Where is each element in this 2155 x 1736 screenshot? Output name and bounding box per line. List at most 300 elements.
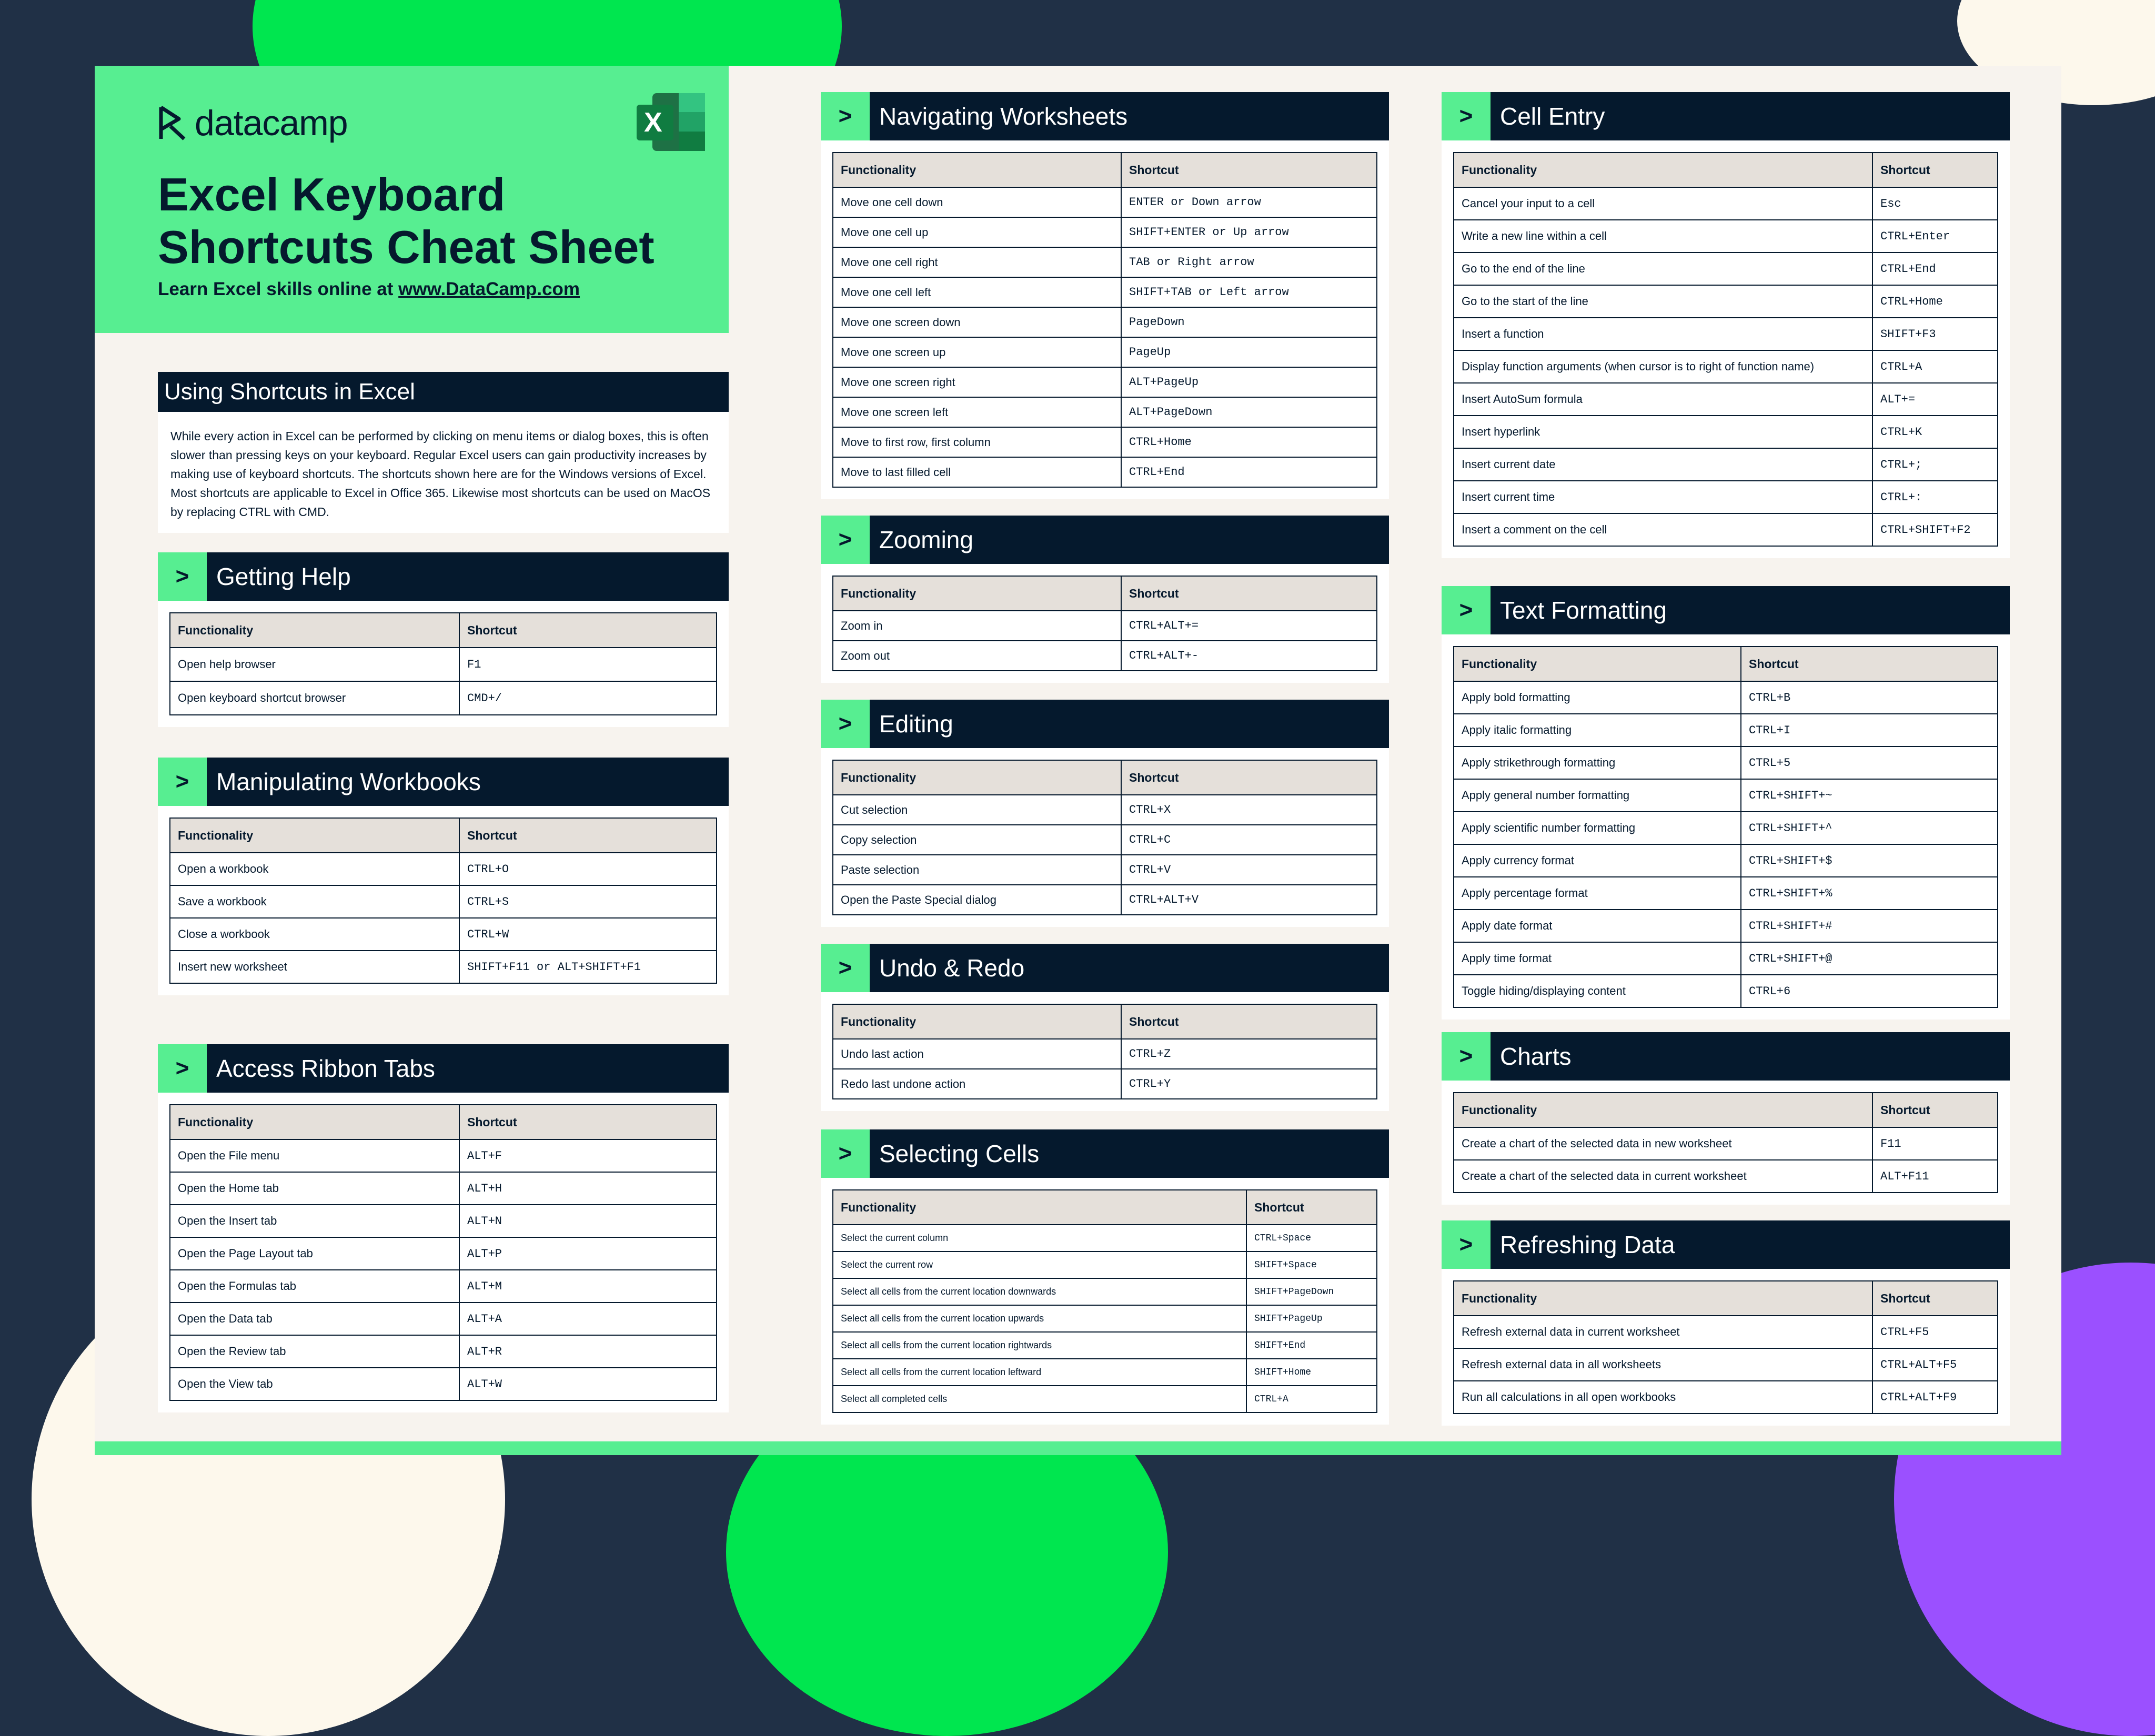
datacamp-link[interactable]: www.DataCamp.com [398, 279, 580, 299]
functionality-cell: Open the Formulas tab [170, 1270, 459, 1303]
functionality-cell: Write a new line within a cell [1454, 220, 1872, 253]
table-row [1454, 714, 1998, 746]
functionality-cell: Go to the end of the line [1454, 253, 1872, 285]
column-header-shortcut: Shortcut [1872, 153, 1998, 187]
section-body [158, 1093, 729, 1412]
table-header-row [833, 153, 1377, 187]
table-row [170, 1303, 717, 1335]
functionality-cell: Create a chart of the selected data in new worksheet [1454, 1127, 1872, 1160]
functionality-cell: Select the current column [833, 1225, 1246, 1251]
shortcut-table [832, 1004, 1377, 1099]
table-row [1454, 253, 1998, 285]
shortcut-cell: F1 [459, 648, 717, 681]
table-row [833, 1225, 1377, 1251]
functionality-cell: Insert new worksheet [170, 951, 459, 983]
functionality-cell: Refresh external data in all worksheets [1454, 1348, 1872, 1381]
shortcut-cell: CTRL+ALT+F5 [1872, 1348, 1998, 1381]
functionality-cell: Move to first row, first column [833, 427, 1121, 457]
functionality-cell: Select all cells from the current location rightwards [833, 1332, 1246, 1359]
functionality-cell: Open the Paste Special dialog [833, 885, 1121, 915]
column-header-shortcut: Shortcut [1121, 576, 1377, 611]
table-row [833, 397, 1377, 427]
functionality-cell: Apply currency format [1454, 844, 1741, 877]
functionality-cell: Move one cell up [833, 217, 1121, 247]
chevron-right-icon: > [821, 516, 870, 564]
brand-header [95, 66, 729, 333]
section-header [158, 552, 729, 601]
table-row [170, 1172, 717, 1205]
column-header-functionality: Functionality [833, 576, 1121, 611]
section-header [821, 92, 1389, 140]
column-header-shortcut: Shortcut [1872, 1281, 1998, 1316]
table-row [833, 1039, 1377, 1069]
shortcut-cell: CMD+/ [459, 681, 717, 715]
table-header-row [1454, 1281, 1998, 1316]
functionality-cell: Refresh external data in current worksheet [1454, 1316, 1872, 1348]
functionality-cell: Cut selection [833, 795, 1121, 825]
functionality-cell: Zoom in [833, 611, 1121, 641]
table-row [833, 1251, 1377, 1278]
column-header-shortcut: Shortcut [1872, 1093, 1998, 1127]
functionality-cell: Open the View tab [170, 1368, 459, 1400]
shortcut-cell: CTRL+Home [1872, 285, 1998, 318]
section-header [1442, 1032, 2010, 1081]
shortcut-cell: ALT+PageUp [1121, 367, 1377, 397]
functionality-cell: Insert current date [1454, 448, 1872, 481]
shortcut-cell: CTRL+SHIFT+# [1741, 910, 1998, 942]
title-line-2: Shortcuts Cheat Sheet [158, 221, 654, 273]
shortcut-cell: CTRL+SHIFT+^ [1741, 812, 1998, 844]
column-header-functionality: Functionality [170, 818, 459, 853]
table-row [1454, 1127, 1998, 1160]
section-refreshing-data [1442, 1220, 2010, 1426]
section-charts [1442, 1032, 2010, 1205]
functionality-cell: Open the Home tab [170, 1172, 459, 1205]
functionality-cell: Move one screen down [833, 307, 1121, 337]
shortcut-cell: SHIFT+PageDown [1246, 1278, 1377, 1305]
shortcut-table [832, 760, 1377, 915]
table-row [1454, 844, 1998, 877]
intro-section [158, 372, 729, 533]
column-header-functionality: Functionality [833, 760, 1121, 795]
section-header [158, 758, 729, 806]
shortcut-cell: CTRL+ALT+F9 [1872, 1381, 1998, 1414]
functionality-cell: Open a workbook [170, 853, 459, 885]
excel-icon-letter: X [644, 107, 662, 138]
table-row [170, 1368, 717, 1400]
shortcut-table [832, 1189, 1377, 1413]
column-header-functionality: Functionality [1454, 1281, 1872, 1316]
functionality-cell: Move one cell left [833, 277, 1121, 307]
shortcut-cell: CTRL+A [1872, 350, 1998, 383]
shortcut-cell: CTRL+A [1246, 1386, 1377, 1412]
section-zooming [821, 516, 1389, 683]
shortcut-cell: CTRL+O [459, 853, 717, 885]
section-navigating-worksheets [821, 92, 1389, 499]
shortcut-cell: ALT+N [459, 1205, 717, 1237]
table-row [1454, 1381, 1998, 1414]
section-selecting-cells [821, 1129, 1389, 1425]
shortcut-cell: CTRL+Z [1121, 1039, 1377, 1069]
table-row [1454, 481, 1998, 513]
functionality-cell: Move one screen up [833, 337, 1121, 367]
column-header-shortcut: Shortcut [1741, 647, 1998, 681]
shortcut-cell: CTRL+S [459, 885, 717, 918]
column-header-functionality: Functionality [1454, 1093, 1872, 1127]
table-row [1454, 1348, 1998, 1381]
functionality-cell: Select all cells from the current location upwards [833, 1305, 1246, 1332]
functionality-cell: Close a workbook [170, 918, 459, 951]
shortcut-cell: CTRL+6 [1741, 975, 1998, 1007]
section-title: Access Ribbon Tabs [207, 1044, 729, 1093]
table-row [833, 217, 1377, 247]
column-header-functionality: Functionality [833, 1004, 1121, 1039]
shortcut-cell: PageUp [1121, 337, 1377, 367]
shortcut-cell: TAB or Right arrow [1121, 247, 1377, 277]
intro-title: Using Shortcuts in Excel [158, 372, 729, 412]
shortcut-cell: CTRL+SHIFT+% [1741, 877, 1998, 910]
shortcut-cell: CTRL+5 [1741, 746, 1998, 779]
shortcut-cell: CTRL+B [1741, 681, 1998, 714]
functionality-cell: Insert AutoSum formula [1454, 383, 1872, 416]
functionality-cell: Apply italic formatting [1454, 714, 1741, 746]
functionality-cell: Copy selection [833, 825, 1121, 855]
table-row [833, 1278, 1377, 1305]
shortcut-cell: CTRL+K [1872, 416, 1998, 448]
shortcut-cell: CTRL+C [1121, 825, 1377, 855]
column-header-functionality: Functionality [1454, 153, 1872, 187]
functionality-cell: Move one screen right [833, 367, 1121, 397]
table-header-row [833, 1190, 1377, 1225]
section-body [821, 748, 1389, 927]
table-row [170, 918, 717, 951]
shortcut-cell: CTRL+Home [1121, 427, 1377, 457]
shortcut-cell: ALT+F [459, 1139, 717, 1172]
shortcut-table [1453, 1092, 1998, 1193]
functionality-cell: Open the Page Layout tab [170, 1237, 459, 1270]
section-title: Charts [1491, 1032, 2010, 1081]
functionality-cell: Insert a function [1454, 318, 1872, 350]
shortcut-cell: PageDown [1121, 307, 1377, 337]
column-header-functionality: Functionality [170, 1105, 459, 1139]
chevron-right-icon: > [1442, 92, 1491, 140]
table-row [833, 1069, 1377, 1099]
table-row [833, 247, 1377, 277]
section-header [821, 1129, 1389, 1178]
functionality-cell: Go to the start of the line [1454, 285, 1872, 318]
chevron-right-icon: > [821, 944, 870, 992]
column-header-shortcut: Shortcut [459, 818, 717, 853]
table-row [170, 1335, 717, 1368]
shortcut-table [169, 1104, 717, 1401]
functionality-cell: Toggle hiding/displaying content [1454, 975, 1741, 1007]
shortcut-cell: ALT+PageDown [1121, 397, 1377, 427]
table-row [170, 1205, 717, 1237]
shortcut-table [169, 612, 717, 715]
table-row [833, 855, 1377, 885]
section-title: Selecting Cells [870, 1129, 1389, 1178]
functionality-cell: Apply general number formatting [1454, 779, 1741, 812]
shortcut-cell: CTRL+F5 [1872, 1316, 1998, 1348]
shortcut-cell: CTRL+Y [1121, 1069, 1377, 1099]
section-body [158, 601, 729, 727]
shortcut-cell: CTRL+I [1741, 714, 1998, 746]
table-row [833, 427, 1377, 457]
shortcut-cell: SHIFT+End [1246, 1332, 1377, 1359]
table-header-row [1454, 153, 1998, 187]
functionality-cell: Move one cell down [833, 187, 1121, 217]
table-row [1454, 746, 1998, 779]
column-header-functionality: Functionality [833, 153, 1121, 187]
functionality-cell: Move to last filled cell [833, 457, 1121, 487]
functionality-cell: Create a chart of the selected data in current worksheet [1454, 1160, 1872, 1193]
brand-name: datacamp [195, 103, 348, 143]
shortcut-cell: ALT+F11 [1872, 1160, 1998, 1193]
table-header-row [170, 818, 717, 853]
functionality-cell: Paste selection [833, 855, 1121, 885]
table-row [170, 853, 717, 885]
table-row [1454, 910, 1998, 942]
table-row [1454, 779, 1998, 812]
column-header-shortcut: Shortcut [459, 613, 717, 648]
title-line-1: Excel Keyboard [158, 168, 506, 220]
shortcut-table [1453, 152, 1998, 547]
functionality-cell: Open the Review tab [170, 1335, 459, 1368]
table-row [1454, 187, 1998, 220]
functionality-cell: Move one cell right [833, 247, 1121, 277]
table-row [833, 885, 1377, 915]
datacamp-logo[interactable] [158, 103, 348, 144]
section-manipulating-workbooks [158, 758, 729, 995]
section-title: Text Formatting [1491, 586, 2010, 634]
table-header-row [1454, 1093, 1998, 1127]
table-row [1454, 448, 1998, 481]
shortcut-cell: CTRL+Space [1246, 1225, 1377, 1251]
section-body [821, 992, 1389, 1111]
chevron-right-icon: > [1442, 1032, 1491, 1081]
intro-text: While every action in Excel can be performed by clicking on menu items or dialog boxes, this is often slower than pressing keys on your keyboard. Regular Excel users can gain productivity increases by making use of keyboard shortcuts. The shortcuts shown here are for the Windows versions of Excel. Most shortcuts are applicable to Excel in Office 365. Likewise most shortcuts can be used on MacOS by replacing CTRL with CMD. [158, 412, 729, 533]
functionality-cell: Open the Insert tab [170, 1205, 459, 1237]
functionality-cell: Move one screen left [833, 397, 1121, 427]
shortcut-cell: CTRL+SHIFT+$ [1741, 844, 1998, 877]
shortcut-cell: F11 [1872, 1127, 1998, 1160]
functionality-cell: Undo last action [833, 1039, 1121, 1069]
table-row [833, 457, 1377, 487]
section-title: Getting Help [207, 552, 729, 601]
datacamp-logo-icon [158, 105, 187, 141]
shortcut-cell: ALT+= [1872, 383, 1998, 416]
table-header-row [833, 1004, 1377, 1039]
subtitle [158, 279, 580, 300]
shortcut-cell: CTRL+ALT+= [1121, 611, 1377, 641]
table-row [1454, 681, 1998, 714]
functionality-cell: Open help browser [170, 648, 459, 681]
table-row [833, 1386, 1377, 1412]
section-body [821, 564, 1389, 683]
shortcut-cell: CTRL+End [1121, 457, 1377, 487]
section-text-formatting [1442, 586, 2010, 1020]
table-row [170, 1270, 717, 1303]
shortcut-cell: SHIFT+ENTER or Up arrow [1121, 217, 1377, 247]
shortcut-cell: SHIFT+PageUp [1246, 1305, 1377, 1332]
shortcut-table [169, 817, 717, 984]
shortcut-cell: SHIFT+F11 or ALT+SHIFT+F1 [459, 951, 717, 983]
shortcut-cell: CTRL+ALT+- [1121, 641, 1377, 671]
chevron-right-icon: > [1442, 586, 1491, 634]
shortcut-cell: ALT+H [459, 1172, 717, 1205]
table-row [833, 337, 1377, 367]
column-header-functionality: Functionality [170, 613, 459, 648]
section-header [1442, 586, 2010, 634]
shortcut-cell: CTRL+SHIFT+F2 [1872, 513, 1998, 546]
shortcut-table [832, 576, 1377, 671]
table-row [833, 277, 1377, 307]
column-header-shortcut: Shortcut [1121, 153, 1377, 187]
section-getting-help [158, 552, 729, 727]
table-row [833, 307, 1377, 337]
section-header [821, 700, 1389, 748]
functionality-cell: Apply strikethrough formatting [1454, 746, 1741, 779]
table-row [833, 795, 1377, 825]
table-header-row [1454, 647, 1998, 681]
functionality-cell: Run all calculations in all open workbooks [1454, 1381, 1872, 1414]
shortcut-cell: ALT+R [459, 1335, 717, 1368]
table-row [833, 187, 1377, 217]
table-row [1454, 318, 1998, 350]
chevron-right-icon: > [821, 1129, 870, 1178]
section-body [821, 140, 1389, 499]
section-access-ribbon-tabs [158, 1044, 729, 1412]
shortcut-cell: CTRL+X [1121, 795, 1377, 825]
subtitle-prefix: Learn Excel skills online at [158, 279, 394, 299]
table-header-row [833, 576, 1377, 611]
functionality-cell: Cancel your input to a cell [1454, 187, 1872, 220]
column-header-functionality: Functionality [833, 1190, 1246, 1225]
functionality-cell: Apply bold formatting [1454, 681, 1741, 714]
section-header [821, 516, 1389, 564]
section-body [1442, 634, 2010, 1020]
section-body [821, 1178, 1389, 1425]
shortcut-cell: SHIFT+Space [1246, 1251, 1377, 1278]
table-row [1454, 975, 1998, 1007]
shortcut-table [1453, 646, 1998, 1008]
section-header [1442, 1220, 2010, 1269]
functionality-cell: Open keyboard shortcut browser [170, 681, 459, 715]
functionality-cell: Select all cells from the current location downwards [833, 1278, 1246, 1305]
section-title: Editing [870, 700, 1389, 748]
section-title: Cell Entry [1491, 92, 2010, 140]
shortcut-cell: ALT+W [459, 1368, 717, 1400]
functionality-cell: Insert hyperlink [1454, 416, 1872, 448]
table-row [1454, 942, 1998, 975]
functionality-cell: Insert current time [1454, 481, 1872, 513]
functionality-cell: Apply percentage format [1454, 877, 1741, 910]
section-title: Zooming [870, 516, 1389, 564]
table-header-row [833, 760, 1377, 795]
section-header [1442, 92, 2010, 140]
shortcut-cell: CTRL+ALT+V [1121, 885, 1377, 915]
table-row [1454, 220, 1998, 253]
column-header-shortcut: Shortcut [459, 1105, 717, 1139]
footer-strip [95, 1441, 2061, 1455]
functionality-cell: Open the Data tab [170, 1303, 459, 1335]
functionality-cell: Select all completed cells [833, 1386, 1246, 1412]
section-header [158, 1044, 729, 1093]
shortcut-cell: CTRL+W [459, 918, 717, 951]
functionality-cell: Apply time format [1454, 942, 1741, 975]
shortcut-cell: ALT+P [459, 1237, 717, 1270]
section-body [158, 806, 729, 995]
table-row [170, 648, 717, 681]
table-row [170, 951, 717, 983]
section-body [1442, 140, 2010, 558]
table-row [170, 885, 717, 918]
column-header-shortcut: Shortcut [1246, 1190, 1377, 1225]
functionality-cell: Redo last undone action [833, 1069, 1121, 1099]
shortcut-cell: ENTER or Down arrow [1121, 187, 1377, 217]
table-row [1454, 416, 1998, 448]
table-row [1454, 350, 1998, 383]
shortcut-cell: SHIFT+Home [1246, 1359, 1377, 1386]
chevron-right-icon: > [158, 1044, 207, 1093]
shortcut-cell: CTRL+: [1872, 481, 1998, 513]
functionality-cell: Zoom out [833, 641, 1121, 671]
functionality-cell: Open the File menu [170, 1139, 459, 1172]
section-body [1442, 1081, 2010, 1205]
section-title: Refreshing Data [1491, 1220, 2010, 1269]
table-row [833, 1332, 1377, 1359]
column-header-shortcut: Shortcut [1121, 760, 1377, 795]
table-row [170, 681, 717, 715]
column-header-functionality: Functionality [1454, 647, 1741, 681]
functionality-cell: Select all cells from the current location leftward [833, 1359, 1246, 1386]
shortcut-table [832, 152, 1377, 488]
section-body [1442, 1269, 2010, 1426]
section-undo-redo [821, 944, 1389, 1111]
shortcut-cell: SHIFT+TAB or Left arrow [1121, 277, 1377, 307]
shortcut-cell: SHIFT+F3 [1872, 318, 1998, 350]
section-editing [821, 700, 1389, 927]
table-row [833, 367, 1377, 397]
chevron-right-icon: > [1442, 1220, 1491, 1269]
table-row [1454, 285, 1998, 318]
functionality-cell: Display function arguments (when cursor is to right of function name) [1454, 350, 1872, 383]
column-header-shortcut: Shortcut [1121, 1004, 1377, 1039]
functionality-cell: Save a workbook [170, 885, 459, 918]
page-title [158, 168, 654, 274]
table-row [833, 1359, 1377, 1386]
table-row [1454, 383, 1998, 416]
shortcut-table [1453, 1280, 1998, 1414]
chevron-right-icon: > [821, 92, 870, 140]
functionality-cell: Select the current row [833, 1251, 1246, 1278]
table-row [170, 1139, 717, 1172]
excel-icon [637, 93, 705, 151]
table-row [1454, 513, 1998, 546]
table-header-row [170, 1105, 717, 1139]
table-row [170, 1237, 717, 1270]
section-cell-entry [1442, 92, 2010, 558]
shortcut-cell: CTRL+Enter [1872, 220, 1998, 253]
section-title: Undo & Redo [870, 944, 1389, 992]
chevron-right-icon: > [158, 758, 207, 806]
shortcut-cell: CTRL+V [1121, 855, 1377, 885]
section-header [821, 944, 1389, 992]
table-row [1454, 1160, 1998, 1193]
table-row [833, 825, 1377, 855]
table-row [833, 641, 1377, 671]
table-row [1454, 877, 1998, 910]
